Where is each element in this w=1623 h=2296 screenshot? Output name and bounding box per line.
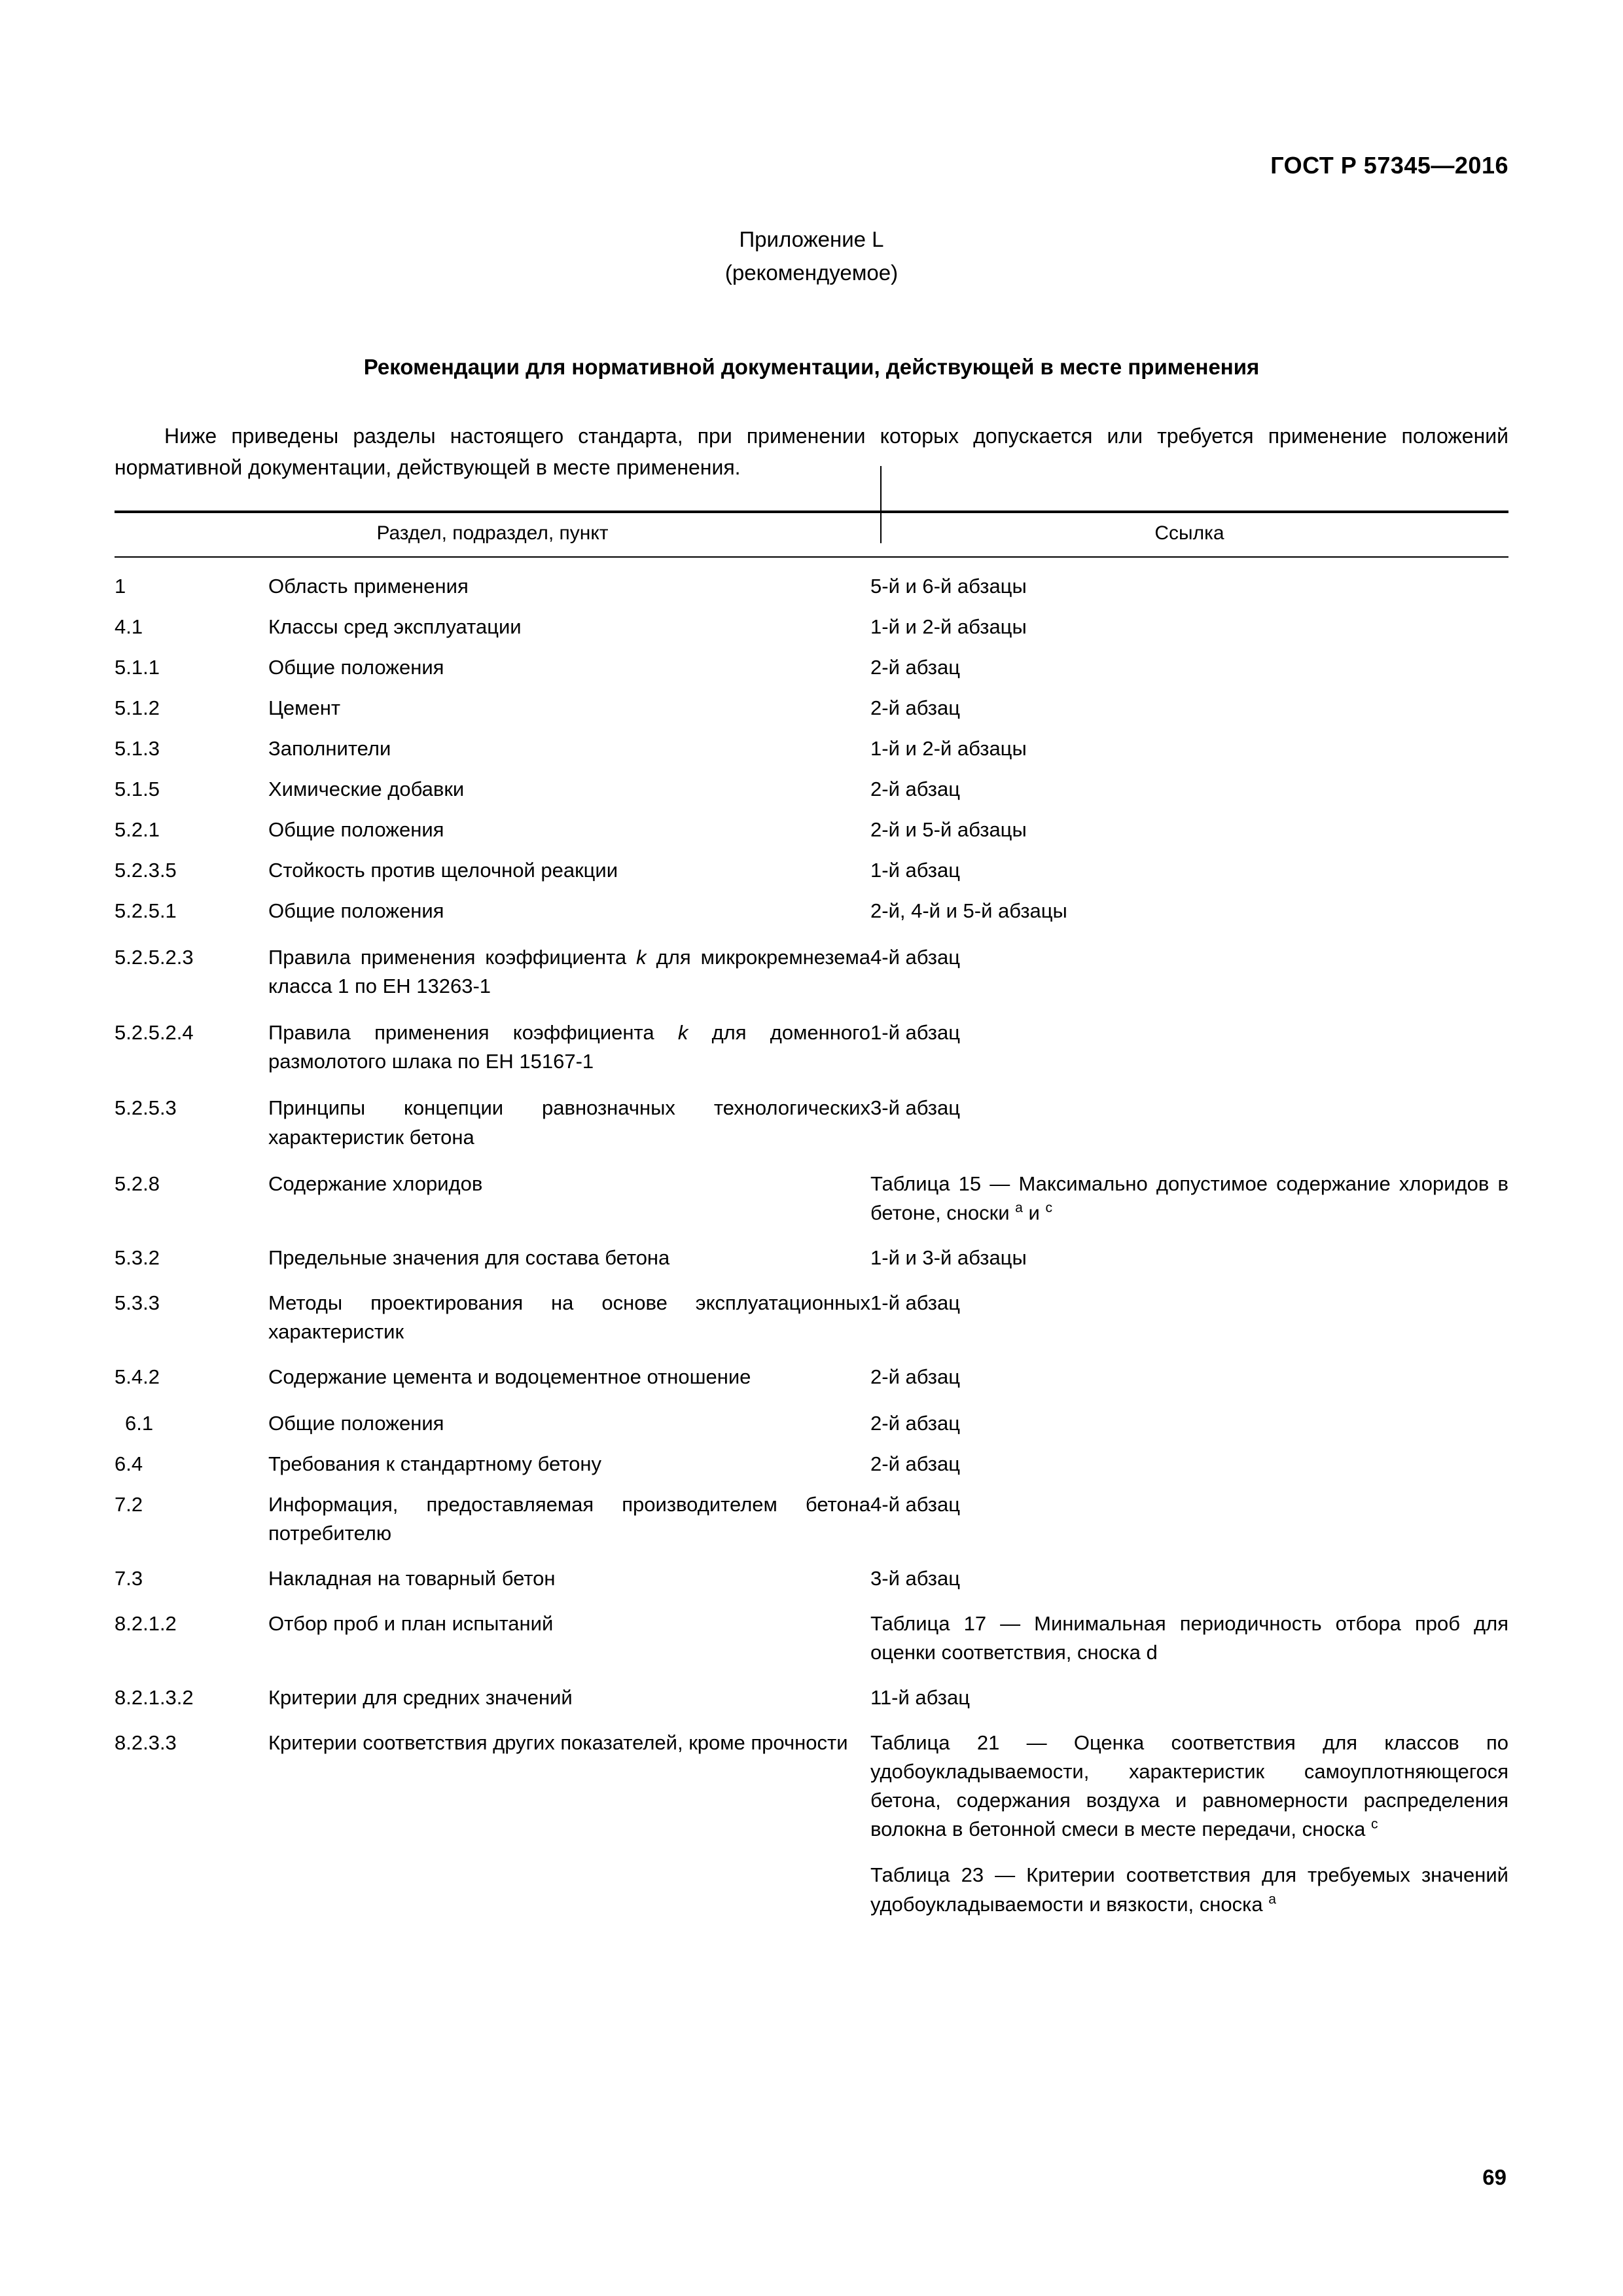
row-reference: 11-й абзац	[870, 1686, 970, 1710]
row-section: Критерии для средних значений	[268, 1686, 573, 1710]
recommendations-table	[115, 511, 1508, 1925]
row-number: 8.2.1.3.2	[115, 1686, 194, 1710]
row-reference: 2-й абзац	[870, 1452, 961, 1475]
table-row	[115, 607, 1508, 647]
row-reference: 3-й абзац	[870, 1567, 961, 1590]
row-section: Критерии соответствия других показателей, кроме прочности	[268, 1731, 848, 1755]
row-number: 5.2.5.2.3	[115, 946, 194, 969]
row-section: Методы проектирования на основе эксплуатационных характеристик	[268, 1291, 870, 1343]
row-reference: 1-й и 3-й абзацы	[870, 1246, 1027, 1269]
table-row	[115, 1397, 1508, 1444]
row-reference: 2-й и 5-й абзацы	[870, 818, 1027, 842]
row-reference: 1-й и 2-й абзацы	[870, 737, 1027, 761]
row-section: Область применения	[268, 557, 870, 607]
table-row	[115, 1158, 1508, 1233]
table-row	[115, 1278, 1508, 1352]
table-row	[115, 647, 1508, 688]
row-section: Стойкость против щелочной реакции	[268, 859, 618, 882]
row-reference: 3-й абзац	[870, 1096, 961, 1120]
row-number: 5.4.2	[115, 1365, 160, 1388]
row-section: Химические добавки	[268, 778, 465, 801]
row-section: Накладная на товарный бетон	[268, 1567, 556, 1590]
table-row	[115, 1673, 1508, 1718]
table-row	[115, 728, 1508, 769]
table-body	[115, 557, 1508, 1925]
row-number: 6.4	[115, 1452, 143, 1475]
row-reference: 4-й абзац	[870, 946, 961, 969]
table-row	[115, 557, 1508, 607]
page-content	[115, 216, 1508, 1925]
table-row	[115, 1718, 1508, 1925]
row-number: 8.2.3.3	[115, 1731, 177, 1755]
row-section: Содержание цемента и водоцементное отношение	[268, 1365, 751, 1388]
row-section: Требования к стандартному бетону	[268, 1452, 601, 1475]
table-row	[115, 850, 1508, 891]
row-reference: 4-й абзац	[870, 1492, 961, 1516]
table-column-divider	[880, 466, 882, 543]
row-number: 7.3	[115, 1567, 143, 1590]
row-section: Предельные значения для состава бетона	[268, 1246, 670, 1269]
table-row	[115, 1444, 1508, 1484]
row-section: Принципы концепции равнозначных технологических характеристик бетона	[268, 1096, 870, 1149]
row-number: 5.1.1	[115, 656, 160, 679]
row-reference: 1-й и 2-й абзацы	[870, 615, 1027, 639]
table-row	[115, 810, 1508, 850]
row-reference: Таблица 15 — Максимально допустимое содержание хлоридов в бетоне, сноски $^a$ и $^c$	[870, 1172, 1508, 1224]
row-number: 5.3.3	[115, 1291, 160, 1314]
annex-title-line2: (рекомендуемое)	[724, 260, 899, 285]
row-reference: 1-й абзац	[870, 1291, 961, 1314]
row-section: Цемент	[268, 696, 341, 720]
row-number: 1	[115, 557, 268, 607]
row-section: Отбор проб и план испытаний	[268, 1612, 554, 1636]
row-reference: 2-й абзац	[870, 778, 961, 801]
row-section: Общие положения	[268, 818, 444, 842]
row-reference-part2: Таблица 23 — Критерии соответствия для требуемых значений удобоукладываемости и вязкости, сноска $^a$	[870, 1863, 1508, 1916]
table-row	[115, 891, 1508, 931]
row-reference: 2-й, 4-й и 5-й абзацы	[870, 899, 1067, 923]
row-number: 6.1	[125, 1411, 154, 1435]
table-row	[115, 1554, 1508, 1599]
row-section: Общие положения	[268, 656, 444, 679]
table-header-section: Раздел, подраздел, пункт	[115, 512, 870, 557]
table-row	[115, 688, 1508, 728]
annex-title	[115, 223, 1508, 289]
table-row	[115, 931, 1508, 1007]
annex-heading: Рекомендации для нормативной документации, действующей в месте применения	[363, 355, 1260, 380]
row-reference: 2-й абзац	[870, 1365, 961, 1388]
table-row	[115, 1352, 1508, 1397]
row-number: 5.2.5.2.4	[115, 1021, 194, 1045]
row-number: 5.2.5.1	[115, 899, 177, 923]
page-header-standard-number: ГОСТ Р 57345—2016	[1270, 152, 1508, 179]
row-number: 5.2.1	[115, 818, 160, 842]
row-reference: 2-й абзац	[870, 1411, 961, 1435]
row-section: Общие положения	[268, 1411, 444, 1435]
table-row	[115, 1082, 1508, 1157]
table-header-reference: Ссылка	[870, 512, 1508, 557]
row-reference-part1: Таблица 21 — Оценка соответствия для классов по удобоукладываемости, характеристик самоуплотняющегося бетона, содержания воздуха и равномерности распределения волокна в бетонной смеси в месте передачи, сноска $^c$	[870, 1731, 1508, 1841]
table-head	[115, 512, 1508, 557]
table-row	[115, 1484, 1508, 1554]
row-section: Классы сред эксплуатации	[268, 615, 522, 639]
row-number: 7.2	[115, 1492, 143, 1516]
table-row	[115, 1007, 1508, 1082]
row-number: 5.3.2	[115, 1246, 160, 1269]
row-reference	[870, 1718, 1508, 1925]
table-header-row	[115, 512, 1508, 557]
row-section: Заполнители	[268, 737, 391, 761]
row-number: 4.1	[115, 615, 143, 639]
row-reference: 2-й абзац	[870, 696, 961, 720]
row-reference: 1-й абзац	[870, 1021, 961, 1045]
page-number: 69	[1482, 2165, 1507, 2189]
row-reference: 2-й абзац	[870, 656, 961, 679]
row-section: Правила применения коэффициента k для микрокремнезема класса 1 по ЕН 13263-1	[268, 946, 870, 998]
annex-intro-paragraph: Ниже приведены разделы настоящего стандарта, при применении которых допускается или требуется применение положений нормативной документации, действующей в месте применения.	[115, 424, 1508, 480]
row-number: 5.2.3.5	[115, 859, 177, 882]
row-section: Общие положения	[268, 899, 444, 923]
row-section: Правила применения коэффициента k для доменного размолотого шлака по ЕН 15167-1	[268, 1021, 871, 1073]
row-number: 5.2.8	[115, 1172, 160, 1195]
row-number: 5.2.5.3	[115, 1096, 177, 1120]
row-number: 8.2.1.2	[115, 1612, 177, 1636]
row-reference: 5-й и 6-й абзацы	[870, 557, 1508, 607]
table-row	[115, 769, 1508, 810]
row-section: Информация, предоставляемая производителем бетона потребителю	[268, 1492, 870, 1545]
row-reference: Таблица 17 — Минимальная периодичность отбора проб для оценки соответствия, сноска d	[870, 1612, 1508, 1664]
table-row	[115, 1599, 1508, 1673]
row-reference: 1-й абзац	[870, 859, 961, 882]
row-number: 5.1.5	[115, 778, 160, 801]
row-section: Содержание хлоридов	[268, 1172, 483, 1195]
annex-title-line1: Приложение L	[739, 227, 884, 251]
row-number: 5.1.3	[115, 737, 160, 761]
row-number: 5.1.2	[115, 696, 160, 720]
table-row	[115, 1233, 1508, 1278]
